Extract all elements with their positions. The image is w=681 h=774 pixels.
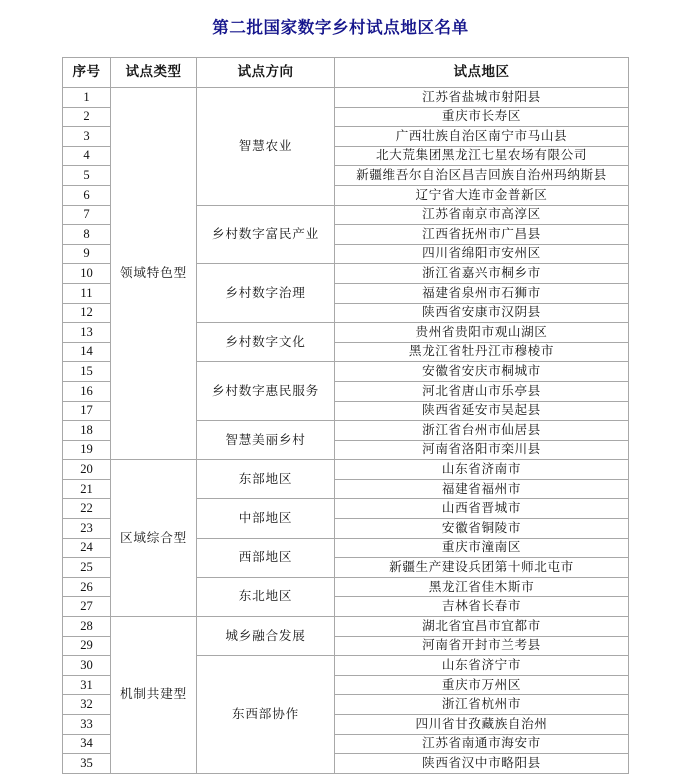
cell-seq: 9 — [63, 244, 111, 264]
cell-seq: 19 — [63, 440, 111, 460]
cell-pilot-area: 重庆市万州区 — [335, 675, 629, 695]
cell-pilot-area: 辽宁省大连市金普新区 — [335, 185, 629, 205]
cell-pilot-area: 福建省福州市 — [335, 479, 629, 499]
cell-pilot-area: 四川省甘孜藏族自治州 — [335, 715, 629, 735]
cell-seq: 34 — [63, 734, 111, 754]
cell-seq: 26 — [63, 577, 111, 597]
cell-pilot-area: 河南省开封市兰考县 — [335, 636, 629, 656]
column-header-type: 试点类型 — [111, 58, 197, 88]
cell-seq: 11 — [63, 283, 111, 303]
cell-pilot-area: 吉林省长春市 — [335, 597, 629, 617]
cell-seq: 2 — [63, 107, 111, 127]
cell-pilot-area: 重庆市潼南区 — [335, 538, 629, 558]
cell-pilot-area: 新疆生产建设兵团第十师北屯市 — [335, 558, 629, 578]
cell-pilot-direction: 智慧农业 — [197, 88, 335, 206]
cell-seq: 14 — [63, 342, 111, 362]
cell-pilot-type: 区域综合型 — [111, 460, 197, 617]
cell-pilot-direction: 乡村数字治理 — [197, 264, 335, 323]
cell-pilot-area: 浙江省台州市仙居县 — [335, 421, 629, 441]
cell-seq: 35 — [63, 754, 111, 774]
cell-pilot-area: 新疆维吾尔自治区昌吉回族自治州玛纳斯县 — [335, 166, 629, 186]
cell-seq: 32 — [63, 695, 111, 715]
cell-pilot-area: 山东省济宁市 — [335, 656, 629, 676]
cell-seq: 10 — [63, 264, 111, 284]
cell-pilot-direction: 东北地区 — [197, 577, 335, 616]
cell-pilot-area: 黑龙江省牡丹江市穆棱市 — [335, 342, 629, 362]
pilot-table-container — [62, 57, 628, 774]
cell-pilot-area: 安徽省铜陵市 — [335, 519, 629, 539]
cell-pilot-area: 安徽省安庆市桐城市 — [335, 362, 629, 382]
cell-pilot-direction: 西部地区 — [197, 538, 335, 577]
page-title: 第二批国家数字乡村试点地区名单 — [212, 19, 469, 37]
cell-pilot-area: 黑龙江省佳木斯市 — [335, 577, 629, 597]
cell-pilot-area: 陕西省安康市汉阴县 — [335, 303, 629, 323]
cell-seq: 21 — [63, 479, 111, 499]
cell-seq: 28 — [63, 617, 111, 637]
table-header-row — [63, 58, 629, 88]
cell-seq: 13 — [63, 323, 111, 343]
column-header-seq: 序号 — [63, 58, 111, 88]
cell-pilot-area: 陕西省延安市吴起县 — [335, 401, 629, 421]
cell-seq: 5 — [63, 166, 111, 186]
cell-pilot-area: 浙江省杭州市 — [335, 695, 629, 715]
cell-pilot-area: 四川省绵阳市安州区 — [335, 244, 629, 264]
cell-pilot-type: 领域特色型 — [111, 88, 197, 460]
cell-seq: 23 — [63, 519, 111, 539]
cell-seq: 25 — [63, 558, 111, 578]
cell-pilot-area: 河北省唐山市乐亭县 — [335, 381, 629, 401]
column-header-area: 试点地区 — [335, 58, 629, 88]
cell-pilot-area: 贵州省贵阳市观山湖区 — [335, 323, 629, 343]
table-body — [63, 88, 629, 774]
cell-pilot-area: 广西壮族自治区南宁市马山县 — [335, 127, 629, 147]
table-row — [63, 88, 629, 108]
pilot-regions-table — [62, 57, 629, 774]
cell-seq: 1 — [63, 88, 111, 108]
cell-seq: 16 — [63, 381, 111, 401]
cell-pilot-area: 江苏省南京市高淳区 — [335, 205, 629, 225]
cell-seq: 4 — [63, 146, 111, 166]
cell-seq: 22 — [63, 499, 111, 519]
table-row — [63, 617, 629, 637]
cell-seq: 12 — [63, 303, 111, 323]
cell-pilot-direction: 东西部协作 — [197, 656, 335, 774]
cell-seq: 27 — [63, 597, 111, 617]
cell-pilot-area: 江苏省南通市海安市 — [335, 734, 629, 754]
cell-pilot-direction: 乡村数字富民产业 — [197, 205, 335, 264]
table-row — [63, 460, 629, 480]
table-header — [63, 58, 629, 88]
cell-seq: 24 — [63, 538, 111, 558]
cell-seq: 15 — [63, 362, 111, 382]
cell-pilot-direction: 乡村数字文化 — [197, 323, 335, 362]
cell-pilot-area: 重庆市长寿区 — [335, 107, 629, 127]
cell-seq: 7 — [63, 205, 111, 225]
cell-pilot-area: 浙江省嘉兴市桐乡市 — [335, 264, 629, 284]
cell-seq: 33 — [63, 715, 111, 735]
cell-seq: 6 — [63, 185, 111, 205]
cell-pilot-area: 山西省晋城市 — [335, 499, 629, 519]
cell-seq: 29 — [63, 636, 111, 656]
cell-seq: 8 — [63, 225, 111, 245]
cell-pilot-direction: 智慧美丽乡村 — [197, 421, 335, 460]
cell-seq: 17 — [63, 401, 111, 421]
cell-pilot-area: 河南省洛阳市栾川县 — [335, 440, 629, 460]
cell-pilot-area: 山东省济南市 — [335, 460, 629, 480]
cell-seq: 18 — [63, 421, 111, 441]
cell-pilot-type: 机制共建型 — [111, 617, 197, 774]
cell-pilot-area: 江西省抚州市广昌县 — [335, 225, 629, 245]
cell-pilot-area: 北大荒集团黑龙江七星农场有限公司 — [335, 146, 629, 166]
cell-seq: 3 — [63, 127, 111, 147]
cell-pilot-area: 江苏省盐城市射阳县 — [335, 88, 629, 108]
cell-seq: 30 — [63, 656, 111, 676]
column-header-direction: 试点方向 — [197, 58, 335, 88]
cell-seq: 20 — [63, 460, 111, 480]
cell-pilot-area: 湖北省宜昌市宜都市 — [335, 617, 629, 637]
cell-pilot-direction: 东部地区 — [197, 460, 335, 499]
cell-pilot-area: 福建省泉州市石狮市 — [335, 283, 629, 303]
cell-pilot-direction: 城乡融合发展 — [197, 617, 335, 656]
cell-pilot-area: 陕西省汉中市略阳县 — [335, 754, 629, 774]
cell-pilot-direction: 中部地区 — [197, 499, 335, 538]
cell-seq: 31 — [63, 675, 111, 695]
cell-pilot-direction: 乡村数字惠民服务 — [197, 362, 335, 421]
